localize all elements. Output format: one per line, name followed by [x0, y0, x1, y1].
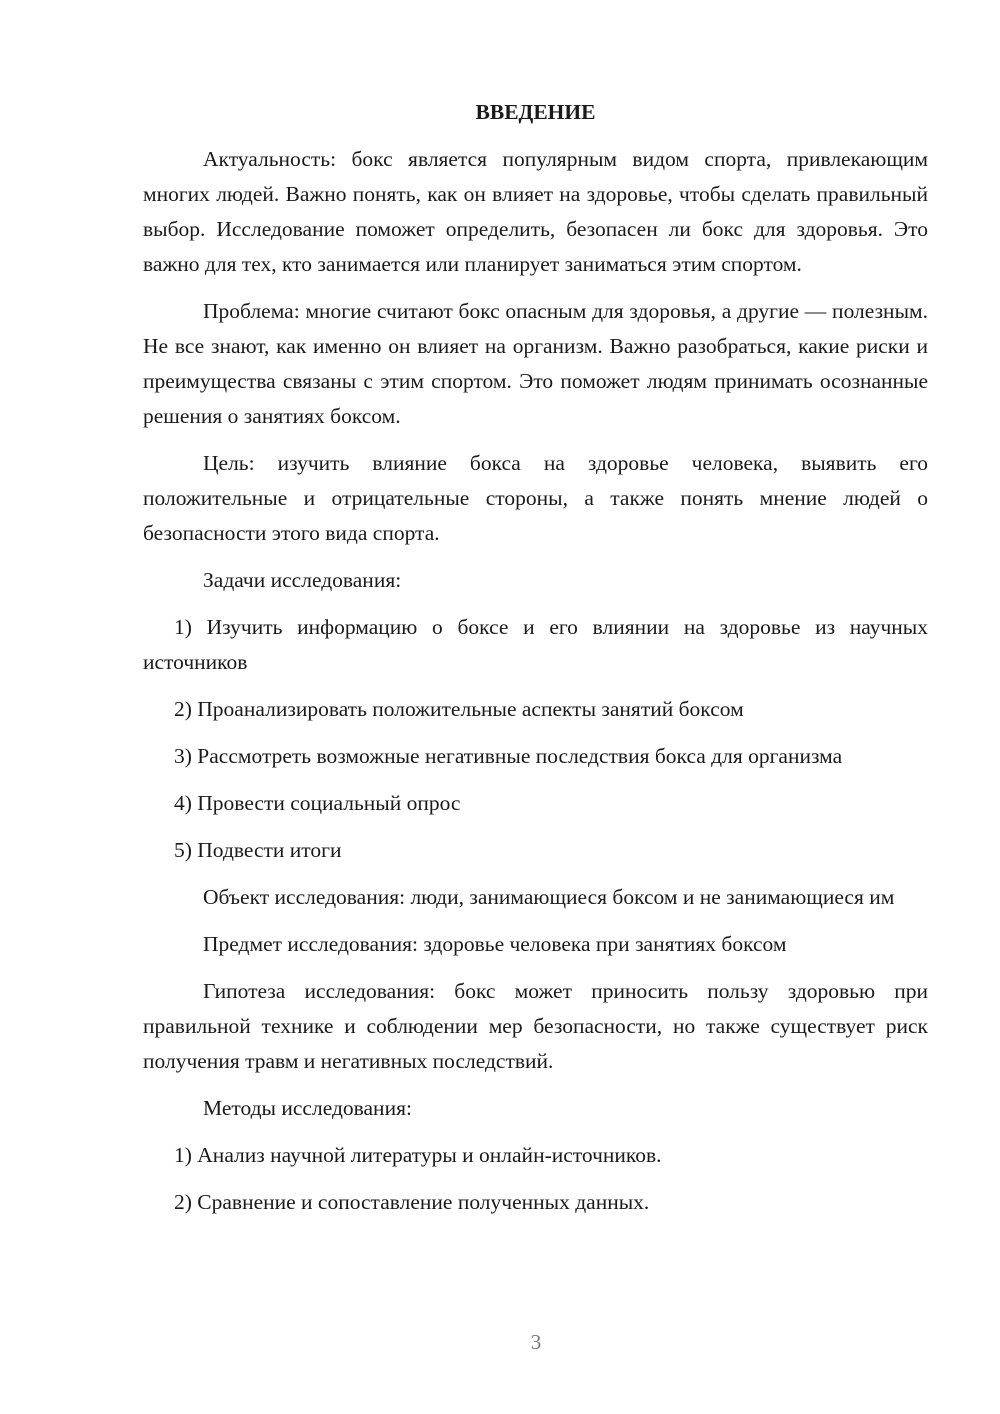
section-heading: ВВЕДЕНИЕ	[475, 100, 596, 124]
hypothesis-paragraph: Гипотеза исследования: бокс может приносить пользу здоровью при правильной технике и соблюдении мер безопасности, но также существует риск получения травм и негативных последствий.	[143, 979, 928, 1073]
task-item: 1) Изучить информацию о боксе и его влиянии на здоровье из научных источников	[143, 615, 928, 674]
object-paragraph: Объект исследования: люди, занимающиеся боксом и не занимающиеся им	[203, 885, 895, 909]
tasks-title: Задачи исследования:	[203, 568, 402, 592]
subject-paragraph: Предмет исследования: здоровье человека при занятиях боксом	[203, 932, 787, 956]
methods-title: Методы исследования:	[203, 1096, 412, 1120]
page-number: 3	[530, 1330, 542, 1354]
task-item: 2) Проанализировать положительные аспекты занятий боксом	[174, 697, 744, 721]
relevance-paragraph: Актуальность: бокс является популярным видом спорта, привлекающим многих людей. Важно понять, как он влияет на здоровье, чтобы сделать правильный выбор. Исследование поможет определить, безопасен ли бокс для здоровья. Это важно для тех, кто занимается или планирует заниматься этим спортом.	[143, 147, 928, 276]
problem-paragraph: Проблема: многие считают бокс опасным для здоровья, а другие — полезным. Не все знают, как именно он влияет на организм. Важно разобраться, какие риски и преимущества связаны с этим спортом. Это поможет людям принимать осознанные решения о занятиях боксом.	[143, 299, 928, 428]
task-item: 3) Рассмотреть возможные негативные последствия бокса для организма	[174, 744, 843, 768]
task-item: 4) Провести социальный опрос	[174, 791, 461, 815]
method-item: 1) Анализ научной литературы и онлайн-источников.	[174, 1143, 662, 1167]
method-item: 2) Сравнение и сопоставление полученных данных.	[174, 1190, 650, 1214]
goal-paragraph: Цель: изучить влияние бокса на здоровье человека, выявить его положительные и отрицательные стороны, а также понять мнение людей о безопасности этого вида спорта.	[143, 451, 928, 545]
document-page	[143, 95, 928, 1220]
task-item: 5) Подвести итоги	[174, 838, 342, 862]
